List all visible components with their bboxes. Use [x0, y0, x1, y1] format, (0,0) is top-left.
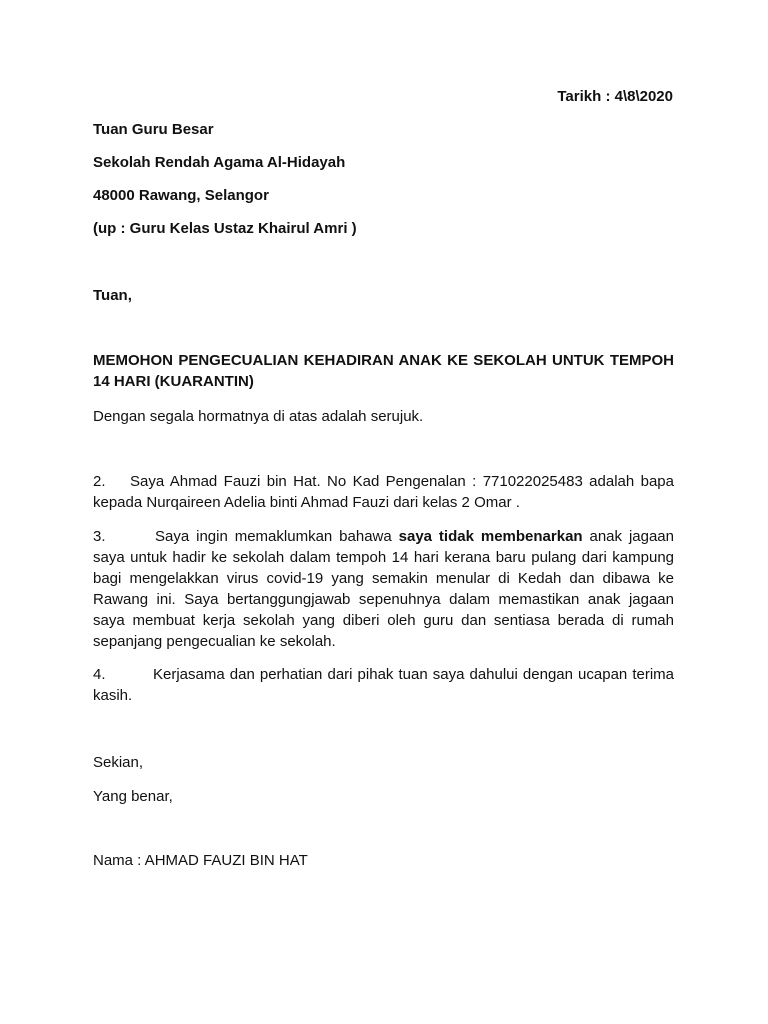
paragraph-3: [93, 526, 674, 652]
signatory-name: Nama : AHMAD FAUZI BIN HAT: [93, 852, 308, 869]
paragraph-3-text-end: anak jagaan saya untuk hadir ke sekolah dalam tempoh 14 hari kerana baru pulang dari kampung bagi mengelakkan virus covid-19 yang semakin menular di Kedah dan dibawa ke Rawang ini. Saya bertanggungjawab sepenuhnya dalam memastikan anak jagaan saya membuat kerja sekolah yang diberi oleh guru dan sentiasa berada di rumah sepanjang pengecualian ke sekolah.: [93, 528, 674, 650]
closing-yang-benar: Yang benar,: [93, 788, 173, 805]
paragraph-3-text-start: Saya ingin memaklumkan bahawa: [155, 528, 399, 545]
paragraph-4-number: 4.: [93, 666, 106, 683]
opening-line: Dengan segala hormatnya di atas adalah serujuk.: [93, 408, 424, 425]
paragraph-3-number: 3.: [93, 528, 106, 545]
recipient-address: 48000 Rawang, Selangor: [93, 187, 269, 204]
recipient-title: Tuan Guru Besar: [93, 121, 214, 138]
paragraph-2-text: Saya Ahmad Fauzi bin Hat. No Kad Pengenalan : 771022025483 adalah bapa kepada Nurqaireen Adelia binti Ahmad Fauzi dari kelas 2 Omar .: [93, 473, 674, 511]
recipient-attention: (up : Guru Kelas Ustaz Khairul Amri ): [93, 220, 357, 237]
paragraph-2: [93, 471, 674, 513]
paragraph-4: [93, 664, 674, 706]
closing-sekian: Sekian,: [93, 754, 144, 771]
paragraph-3-emphasis: saya tidak membenarkan: [398, 528, 583, 545]
salutation: Tuan,: [93, 287, 132, 304]
letter-date: Tarikh : 4\8\2020: [557, 88, 673, 105]
paragraph-4-text: Kerjasama dan perhatian dari pihak tuan saya dahului dengan ucapan terima kasih.: [93, 666, 674, 704]
paragraph-2-number: 2.: [93, 473, 106, 490]
letter-subject: MEMOHON PENGECUALIAN KEHADIRAN ANAK KE SEKOLAH UNTUK TEMPOH 14 HARI (KUARANTIN): [93, 352, 674, 390]
recipient-school: Sekolah Rendah Agama Al-Hidayah: [93, 154, 346, 171]
